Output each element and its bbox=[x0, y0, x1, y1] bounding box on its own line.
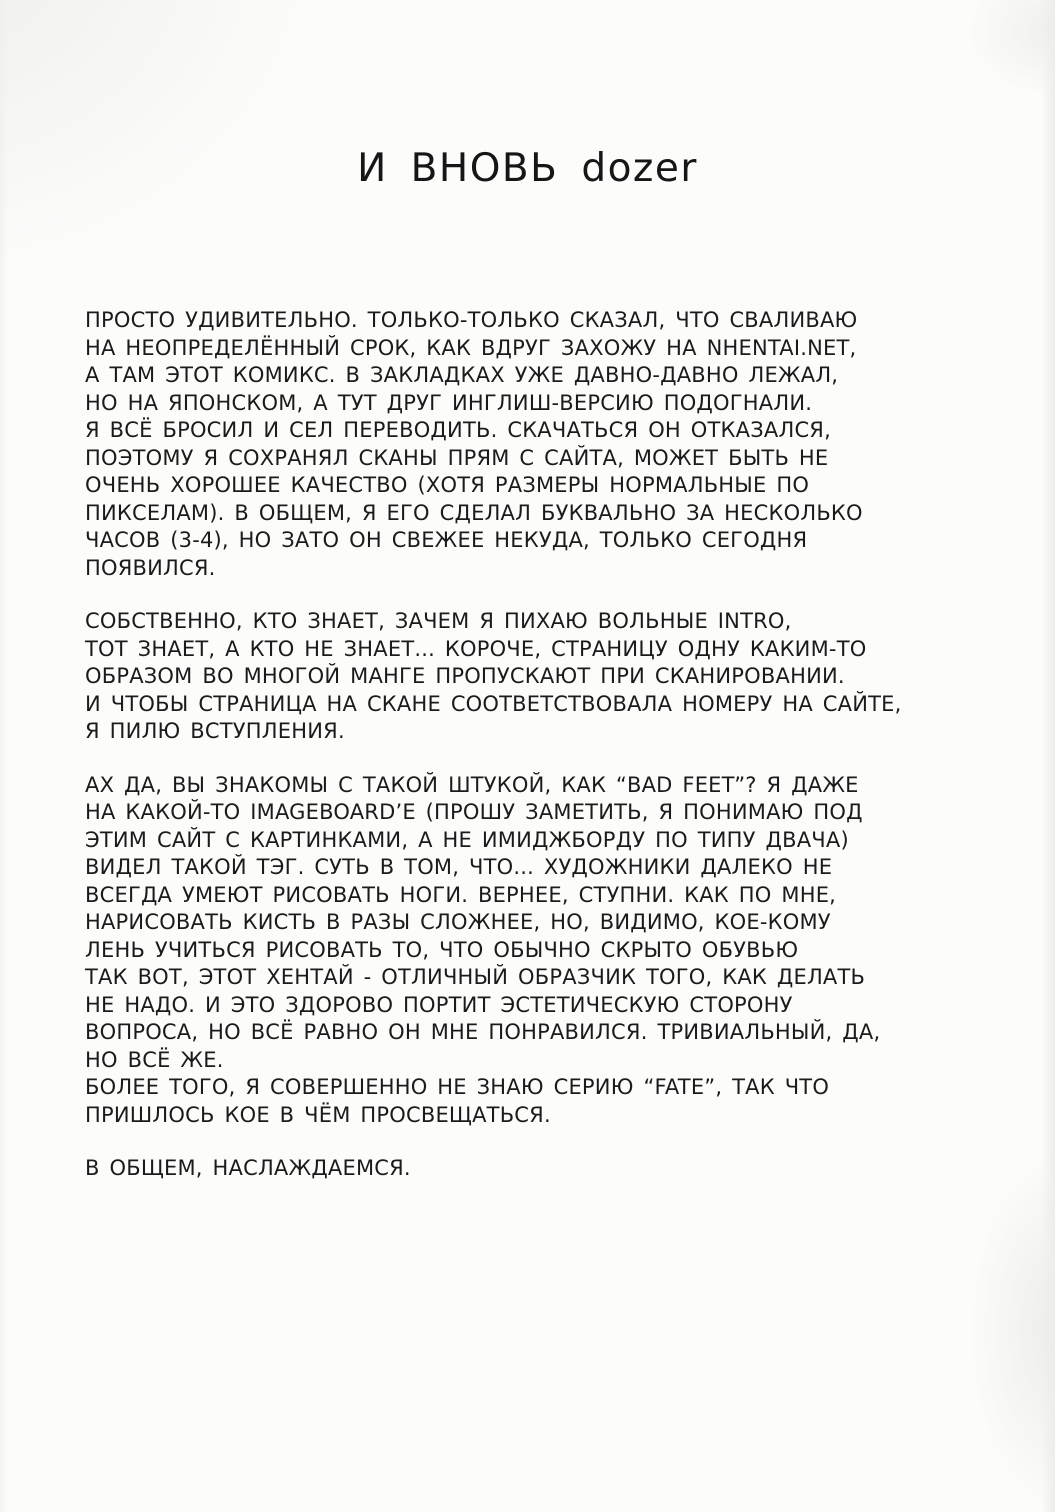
text-line: ПИКСЕЛАМ). В ОБЩЕМ, Я ЕГО СДЕЛАЛ БУКВАЛЬНО ЗА НЕСКОЛЬКО bbox=[85, 500, 863, 525]
text-line: ВИДЕЛ ТАКОЙ ТЭГ. СУТЬ В ТОМ, ЧТО... ХУДОЖНИКИ ДАЛЕКО НЕ bbox=[85, 855, 833, 879]
page-title: И ВНОВЬ dozer bbox=[357, 146, 698, 191]
text-block bbox=[85, 307, 990, 1183]
text-line: ПРИШЛОСЬ КОЕ В ЧЁМ ПРОСВЕЩАТЬСЯ. bbox=[85, 1102, 551, 1127]
text-line: ТОТ ЗНАЕТ, А КТО НЕ ЗНАЕТ... КОРОЧЕ, СТРАНИЦУ ОДНУ КАКИМ-ТО bbox=[85, 636, 867, 661]
text-line: Я ПИЛЮ ВСТУПЛЕНИЯ. bbox=[85, 719, 345, 743]
text-line: ПРОСТО УДИВИТЕЛЬНО. ТОЛЬКО-ТОЛЬКО СКАЗАЛ, ЧТО СВАЛИВАЮ bbox=[85, 308, 858, 332]
paragraph bbox=[85, 307, 990, 582]
text-line: ВСЕГДА УМЕЮТ РИСОВАТЬ НОГИ. ВЕРНЕЕ, СТУПНИ. КАК ПО МНЕ, bbox=[85, 882, 837, 907]
text-line: ПОЯВИЛСЯ. bbox=[85, 555, 216, 580]
text-line: БОЛЕЕ ТОГО, Я СОВЕРШЕННО НЕ ЗНАЮ СЕРИЮ “FATE”, ТАК ЧТО bbox=[85, 1075, 830, 1099]
text-line: ЭТИМ САЙТ С КАРТИНКАМИ, А НЕ ИМИДЖБОРДУ ПО ТИПУ ДВАЧА) bbox=[85, 827, 849, 852]
text-line: ОЧЕНЬ ХОРОШЕЕ КАЧЕСТВО (ХОТЯ РАЗМЕРЫ НОРМАЛЬНЫЕ ПО bbox=[85, 473, 810, 497]
text-line: НА НЕОПРЕДЕЛЁННЫЙ СРОК, КАК ВДРУГ ЗАХОЖУ НА NHENTAI.NET, bbox=[85, 335, 857, 360]
text-line: ВОПРОСА, НО ВСЁ РАВНО ОН МНЕ ПОНРАВИЛСЯ. ТРИВИАЛЬНЫЙ, ДА, bbox=[85, 1020, 881, 1044]
text-line: ЧАСОВ (3-4), НО ЗАТО ОН СВЕЖЕЕ НЕКУДА, ТОЛЬКО СЕГОДНЯ bbox=[85, 528, 808, 552]
text-line: ЛЕНЬ УЧИТЬСЯ РИСОВАТЬ ТО, ЧТО ОБЫЧНО СКРЫТО ОБУВЬЮ bbox=[85, 937, 799, 962]
text-line: А ТАМ ЭТОТ КОМИКС. В ЗАКЛАДКАХ УЖЕ ДАВНО-ДАВНО ЛЕЖАЛ, bbox=[85, 363, 839, 387]
text-line: НЕ НАДО. И ЭТО ЗДОРОВО ПОРТИТ ЭСТЕТИЧЕСКУЮ СТОРОНУ bbox=[85, 992, 793, 1017]
text-line: Я ВСЁ БРОСИЛ И СЕЛ ПЕРЕВОДИТЬ. СКАЧАТЬСЯ ОН ОТКАЗАЛСЯ, bbox=[85, 418, 831, 442]
text-line: СОБСТВЕННО, КТО ЗНАЕТ, ЗАЧЕМ Я ПИХАЮ ВОЛЬНЫЕ INTRO, bbox=[85, 609, 792, 633]
text-line: НО НА ЯПОНСКОМ, А ТУТ ДРУГ ИНГЛИШ-ВЕРСИЮ ПОДОГНАЛИ. bbox=[85, 390, 813, 415]
paragraph bbox=[85, 772, 990, 1130]
paragraph bbox=[85, 608, 990, 746]
text-line: НО ВСЁ ЖЕ. bbox=[85, 1047, 224, 1072]
text-line: И ЧТОБЫ СТРАНИЦА НА СКАНЕ СООТВЕТСТВОВАЛА НОМЕРУ НА САЙТЕ, bbox=[85, 691, 902, 716]
text-line: АХ ДА, ВЫ ЗНАКОМЫ С ТАКОЙ ШТУКОЙ, КАК “BAD FEET”? Я ДАЖЕ bbox=[85, 772, 859, 797]
text-line: ПОЭТОМУ Я СОХРАНЯЛ СКАНЫ ПРЯМ С САЙТА, МОЖЕТ БЫТЬ НЕ bbox=[85, 445, 829, 470]
text-line: НАРИСОВАТЬ КИСТЬ В РАЗЫ СЛОЖНЕЕ, НО, ВИДИМО, КОЕ-КОМУ bbox=[85, 910, 831, 934]
text-line: ТАК ВОТ, ЭТОТ ХЕНТАЙ - ОТЛИЧНЫЙ ОБРАЗЧИК ТОГО, КАК ДЕЛАТЬ bbox=[85, 965, 866, 989]
text-line: ОБРАЗОМ ВО МНОГОЙ МАНГЕ ПРОПУСКАЮТ ПРИ СКАНИРОВАНИИ. bbox=[85, 664, 845, 688]
text-line: НА КАКОЙ-ТО IMAGEBOARD’Е (ПРОШУ ЗАМЕТИТЬ, Я ПОНИМАЮ ПОД bbox=[85, 800, 863, 824]
text-line: В ОБЩЕМ, НАСЛАЖДАЕМСЯ. bbox=[85, 1156, 411, 1180]
paragraph bbox=[85, 1155, 990, 1183]
